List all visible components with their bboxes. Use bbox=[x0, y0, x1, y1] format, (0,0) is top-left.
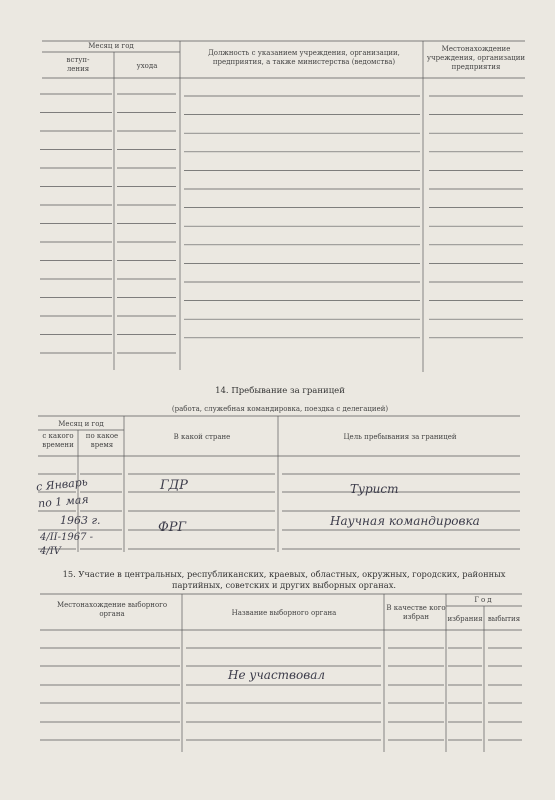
location-column-header: Местонахождение учреждения, организации предприятия bbox=[426, 45, 526, 71]
s15-year-header: Год bbox=[474, 596, 494, 604]
section-14-title: 14. Пребывание за границей bbox=[215, 386, 345, 396]
position-column-header: Должность с указанием учреждения, организации, предприятия, а также министерства (ведомства) bbox=[208, 49, 400, 66]
handwritten-country-2: ФРГ bbox=[158, 520, 187, 535]
section-15-title-line-1: 15. Участие в центральных, республиканских, краевых, областных, окружных, городских, районных bbox=[62, 569, 506, 579]
s15-elected-header: избрания bbox=[447, 615, 483, 623]
handwritten-purpose-1: Турист bbox=[350, 482, 399, 496]
s15-capacity-header: В качестве кого избран bbox=[386, 604, 446, 621]
s14-country-header: В какой стране bbox=[173, 433, 231, 441]
handwritten-purpose-2: Научная командировка bbox=[330, 514, 480, 528]
section-15-title-line-2: партийных, советских и других выборных органах. bbox=[171, 580, 397, 590]
section-14-subtitle: (работа, служебная командировка, поездка с делегацией) bbox=[171, 405, 389, 413]
handwritten-from-3: 1963 г. bbox=[60, 514, 101, 527]
handwritten-from-5: 4/IV bbox=[40, 546, 61, 557]
handwritten-from-1: с Январь bbox=[35, 475, 89, 494]
s14-month-year-header: Месяц и год bbox=[58, 420, 104, 428]
handwritten-from-2: по 1 мая bbox=[37, 492, 90, 511]
entry-column-header: вступ- ления bbox=[66, 56, 90, 73]
handwritten-country-1: ГДР bbox=[160, 478, 188, 493]
handwritten-from-4: 4/II-1967 - bbox=[40, 532, 94, 543]
s15-name-header: Название выборного органа bbox=[231, 609, 337, 617]
s15-location-header: Местонахождение выборного органа bbox=[56, 601, 168, 618]
exit-column-header: ухода bbox=[136, 62, 158, 70]
s14-purpose-header: Цель пребывания за границей bbox=[343, 433, 457, 441]
month-year-header: Месяц и год bbox=[88, 42, 134, 50]
s14-from-header: с какого времени bbox=[42, 432, 74, 449]
handwritten-not-participated: Не участвовал bbox=[228, 668, 326, 682]
s15-retired-header: выбытия bbox=[487, 615, 521, 623]
s14-to-header: по какое время bbox=[85, 432, 119, 449]
